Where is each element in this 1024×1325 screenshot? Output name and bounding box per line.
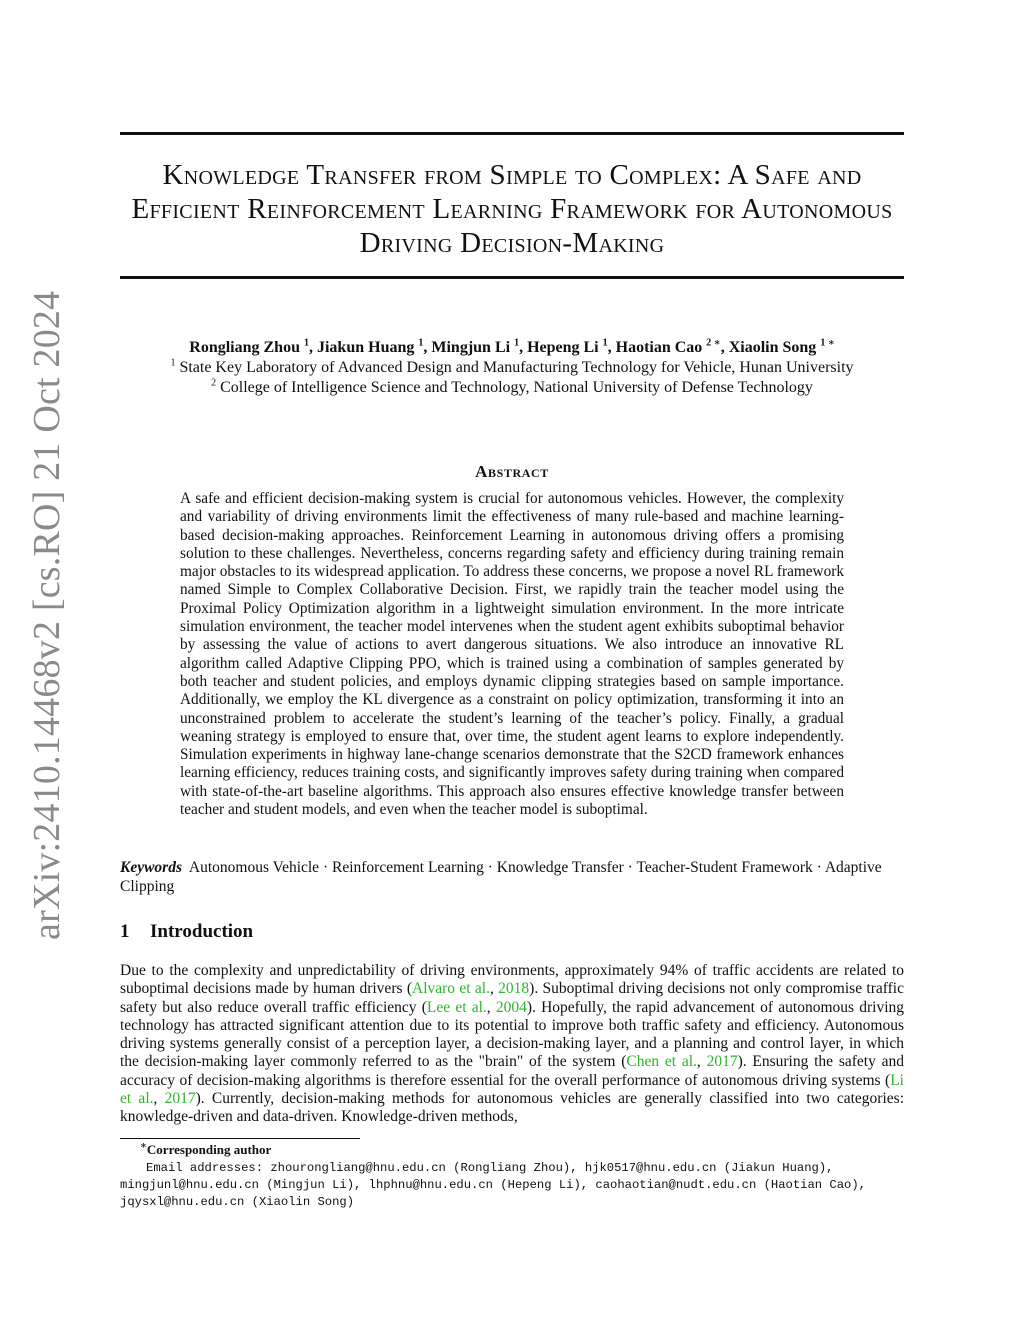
citation-link[interactable]: Lee et al. — [426, 998, 487, 1016]
author-4: Hepeng Li $^1$ — [527, 337, 608, 356]
title-top-rule — [120, 132, 904, 135]
footnote-title: ∗Corresponding author — [140, 1140, 272, 1157]
affiliation-2: $^2$ College of Intelligence Science and Technology, National University of Defense Technology — [211, 377, 813, 396]
citation-year-link[interactable]: 2018 — [498, 980, 530, 998]
footnote-emails: Email addresses: zhourongliang@hnu.edu.cn (Rongliang Zhou), hjk0517@hnu.edu.cn (Jiakun Huang), mingjunl@hnu.edu.cn (Mingjun Li), lhphnu@hnu.edu.cn (Hepeng Li), caohaotian@nudt.edu.cn (Haotian Cao), jqysxl@hnu.edu.cn (Xiaolin Song) — [120, 1161, 866, 1209]
citation-year-link[interactable]: 2017 — [706, 1053, 738, 1071]
citation-link[interactable]: Chen et al. — [626, 1053, 697, 1071]
footnote — [120, 1142, 904, 1211]
abstract-text: A safe and efficient decision-making system is crucial for autonomous vehicles. However, the complexity and variability of driving environments limit the effectiveness of many rule-based and machine learning-based decision-making approaches. Reinforcement Learning in autonomous driving offers a promising solution to these challenges. Nevertheless, concerns regarding safety and efficiency during training remain major obstacles to its widespread application. To address these concerns, we propose a novel RL framework named Simple to Complex Collaborative Decision. First, we rapidly train the teacher model using the Proximal Policy Optimization algorithm in a lightweight simulation environment. In the more intricate simulation environment, the teacher model intervenes when the student agent exhibits suboptimal behavior by assessing the value of actions to avert dangerous situations. We also introduce an innovative RL algorithm called Adaptive Clipping PPO, which is trained using a combination of samples generated by both teacher and student policies, and employs dynamic clipping strategies based on sample importance. Additionally, we employ the KL divergence as a constraint on policy optimization, transforming it into an unconstrained problem to accelerate the student’s learning of the teacher’s policy. Finally, a gradual weaning strategy is employed to ensure that, over time, the student agent learns to explore independently. Simulation experiments in highway lane-change scenarios demonstrate that the S2CD framework enhances learning efficiency, reduces training costs, and significantly improves safety during training when compared with state-of-the-art baseline algorithms. This approach also ensures effective knowledge transfer between teacher and student models, and even when the teacher model is suboptimal. — [180, 490, 844, 819]
author-6: Xiaolin Song $^{1 ∗}$ — [728, 337, 835, 356]
keywords — [120, 858, 904, 896]
author-list: Rongliang Zhou $^1$, Jiakun Huang $^1$, Mingjun Li $^1$, Hepeng Li $^1$, Haotian Cao $^{2 ∗}$, Xiaolin Song $^{1 ∗}$ — [189, 337, 835, 356]
affiliation-1: $^1$ State Key Laboratory of Advanced Design and Manufacturing Technology for Vehicle, Hunan University — [170, 357, 854, 376]
section-heading-introduction: 1 Introduction — [120, 921, 254, 942]
citation-year-link[interactable]: 2004 — [495, 998, 527, 1016]
arxiv-identifier-text: arXiv:2410.14468v2 [cs.RO] 21 Oct 2024 — [26, 290, 68, 940]
keywords-label: Keywords — [120, 859, 182, 876]
abstract-heading: Abstract — [475, 462, 549, 481]
citation-year-link[interactable]: 2017 — [164, 1090, 196, 1108]
arxiv-identifier-stamp — [24, 290, 70, 940]
introduction-paragraph: Due to the complexity and unpredictability of driving environments, approximately 94% of traffic accidents are related to suboptimal decisions made by human drivers (Alvaro et al., 2018). Suboptimal driving decisions not only compromise traffic safety but also reduce overall traffic efficiency (Lee et al., 2004). Hopefully, the rapid advancement of autonomous driving technology has attracted significant attention due to its potential to improve both traffic safety and efficiency. Autonomous driving systems generally consist of a perception layer, a decision-making layer, and a planning and control layer, in which the decision-making layer commonly referred to as the "brain" of the system (Chen et al., 2017). Ensuring the safety and accuracy of decision-making algorithms is therefore essential for the overall performance of autonomous driving systems (Li et al., 2017). Currently, decision-making methods for autonomous vehicles are generally classified into two categories: knowledge-driven and data-driven. Knowledge-driven methods, — [120, 962, 905, 1126]
keywords-list: Autonomous Vehicle · Reinforcement Learning · Knowledge Transfer · Teacher-Student Framework · Adaptive Clipping — [120, 859, 882, 895]
footnote-rule — [120, 1138, 360, 1139]
author-3: Mingjun Li $^1$ — [431, 337, 520, 356]
citation-link[interactable]: Li et al. — [120, 1071, 904, 1108]
title-bottom-rule — [120, 276, 904, 279]
author-2: Jiakun Huang $^1$ — [316, 337, 424, 356]
citation-link[interactable]: Alvaro et al. — [412, 980, 490, 998]
author-1: Rongliang Zhou $^1$ — [189, 337, 309, 356]
author-5: Haotian Cao $^{2 ∗}$ — [615, 337, 721, 356]
paper-title: Knowledge Transfer from Simple to Complex: A Safe and Efficient Reinforcement Learning Framework for Autonomous Driving Decision-Making — [131, 159, 893, 259]
